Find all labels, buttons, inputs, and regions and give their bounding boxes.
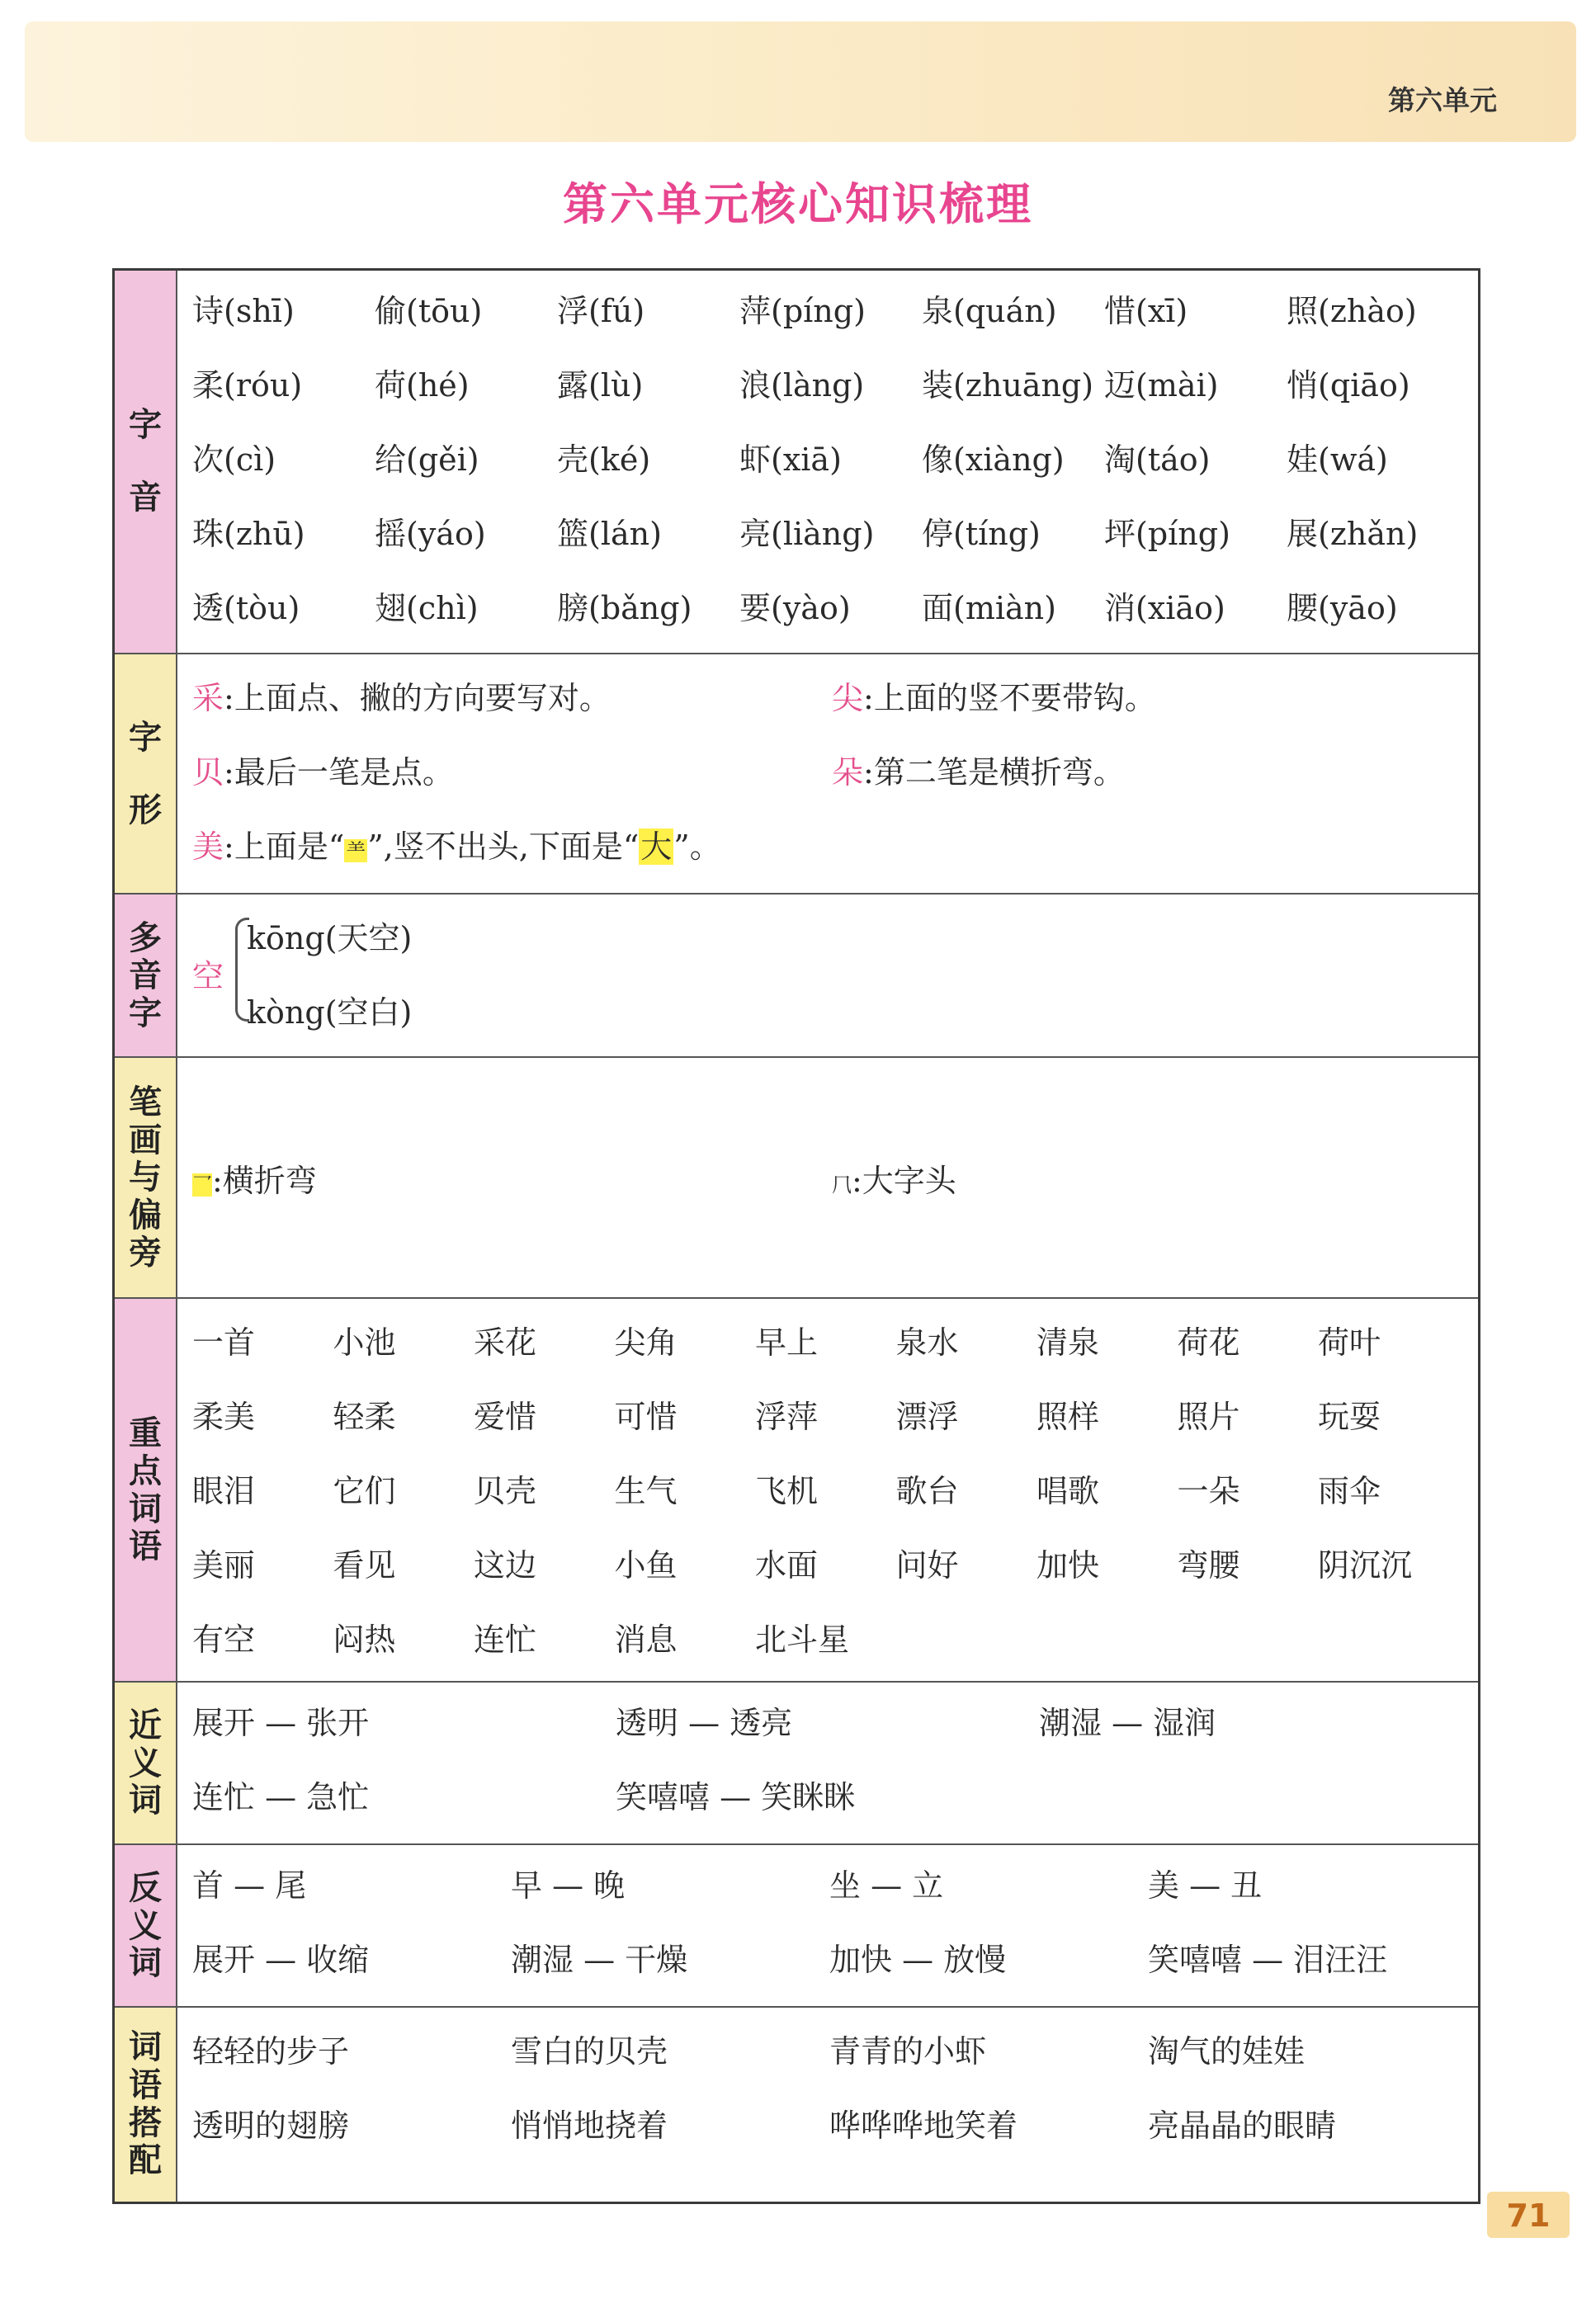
pronunciation-cell: 要(yào) (739, 590, 851, 626)
strokes-content (177, 1058, 1478, 1299)
label-char: 重 (129, 1414, 162, 1453)
label-char: 语 (129, 2065, 162, 2104)
section-shape (115, 653, 1478, 895)
label-char: 反 (129, 1869, 162, 1908)
section-label (115, 271, 177, 653)
section-label (115, 654, 177, 895)
collocation-cell: 雪白的贝壳 (511, 2033, 668, 2070)
shape-note: 贝:最后一笔是点。 (192, 754, 454, 791)
pronunciation-cell: 淘(táo) (1104, 441, 1211, 478)
word-cell: 美丽 (192, 1547, 256, 1584)
antonym-pair: 潮湿 — 干燥 (511, 1942, 688, 1978)
pronunciation-cell: 翅(chì) (375, 590, 479, 626)
pronunciation-cell: 壳(ké) (557, 441, 651, 478)
word-cell: 采花 (474, 1324, 537, 1361)
word-cell: 弯腰 (1177, 1547, 1240, 1584)
word-cell: 柔美 (192, 1399, 256, 1435)
pronunciation-cell: 荷(hé) (375, 367, 470, 404)
word-cell: 唱歌 (1036, 1473, 1100, 1509)
label-char: 与 (129, 1159, 162, 1197)
word-cell: 问好 (895, 1547, 959, 1584)
word-cell: 一首 (192, 1324, 256, 1361)
word-cell: 小池 (333, 1324, 396, 1361)
word-cell: 它们 (333, 1473, 396, 1509)
polyphone-content (177, 895, 1478, 1058)
word-cell: 有空 (192, 1621, 256, 1658)
antonym-pair: 美 — 丑 (1148, 1867, 1263, 1904)
pronunciation-cell: 悄(qiāo) (1287, 367, 1410, 404)
collocation-cell: 亮晶晶的眼睛 (1148, 2108, 1337, 2144)
word-cell: 荷花 (1177, 1324, 1240, 1361)
label-char: 音 (129, 956, 162, 995)
word-cell: 加快 (1036, 1547, 1100, 1584)
pronunciation-cell: 坪(píng) (1104, 516, 1230, 552)
pronunciation-cell: 泉(quán) (922, 293, 1057, 329)
section-label (115, 2008, 177, 2202)
label-char: 多 (129, 918, 162, 957)
synonym-pair: 潮湿 — 湿润 (1039, 1705, 1216, 1741)
antonyms-grid (177, 1845, 1478, 2008)
pronunciation-cell: 次(cì) (192, 441, 276, 478)
shape-notes (177, 654, 1478, 895)
header-band (25, 21, 1576, 142)
label-char: 词 (129, 1489, 162, 1528)
section-strokes (115, 1056, 1478, 1299)
word-cell: 北斗星 (755, 1621, 850, 1658)
stroke-item: 乛:横折弯 (192, 1163, 317, 1199)
antonym-pair: 首 — 尾 (192, 1867, 307, 1904)
shape-note: 尖:上面的竖不要带钩。 (832, 680, 1156, 716)
label-char: 字 (129, 994, 162, 1032)
pronunciation-cell: 浮(fú) (557, 293, 645, 329)
section-synonyms (115, 1681, 1478, 1845)
section-label (115, 1058, 177, 1299)
pronunciation-cell: 惜(xī) (1104, 293, 1188, 329)
synonym-pair: 连忙 — 急忙 (192, 1779, 370, 1815)
pronunciation-cell: 照(zhào) (1287, 293, 1417, 329)
pronunciation-cell: 萍(píng) (739, 293, 866, 329)
word-cell: 飞机 (755, 1473, 819, 1509)
pronunciation-cell: 迈(mài) (1104, 367, 1219, 404)
label-char: 字 (129, 718, 162, 757)
word-cell: 雨伞 (1318, 1473, 1381, 1509)
word-cell: 爱惜 (474, 1399, 537, 1435)
word-cell: 歌台 (895, 1473, 959, 1509)
label-char: 形 (129, 791, 162, 829)
collocations-grid (177, 2008, 1478, 2202)
section-collocations (115, 2006, 1478, 2202)
section-pronunciation (115, 271, 1478, 653)
pronunciation-grid (177, 271, 1478, 653)
word-cell: 可惜 (614, 1399, 678, 1435)
word-cell: 眼泪 (192, 1473, 256, 1509)
pronunciation-cell: 虾(xiā) (739, 441, 842, 478)
collocation-cell: 透明的翅膀 (192, 2108, 350, 2144)
section-antonyms (115, 1843, 1478, 2008)
label-char: 旁 (129, 1234, 162, 1272)
word-cell: 消息 (614, 1621, 678, 1658)
knowledge-table (112, 268, 1480, 2204)
antonym-pair: 早 — 晚 (511, 1867, 626, 1904)
label-char: 词 (129, 1944, 162, 1983)
collocation-cell: 青青的小虾 (829, 2033, 987, 2070)
word-cell: 清泉 (1036, 1324, 1100, 1361)
shape-note: 采:上面点、撇的方向要写对。 (192, 680, 611, 716)
word-cell: 闷热 (333, 1621, 396, 1658)
pronunciation-cell: 珠(zhū) (192, 516, 305, 552)
pronunciation-cell: 露(lù) (557, 367, 644, 404)
radical-item: 𠘨:大字头 (832, 1163, 956, 1199)
word-cell: 看见 (333, 1547, 396, 1584)
label-char: 义 (129, 1744, 162, 1782)
pronunciation-cell: 像(xiàng) (922, 441, 1065, 478)
word-cell: 尖角 (614, 1324, 678, 1361)
label-char: 字 (129, 405, 162, 444)
pronunciation-cell: 摇(yáo) (375, 516, 486, 552)
section-label (115, 1845, 177, 2008)
pronunciation-cell: 消(xiāo) (1104, 590, 1225, 626)
pronunciation-cell: 停(tíng) (922, 516, 1041, 552)
word-cell: 泉水 (895, 1324, 959, 1361)
polyphone-reading: kòng(空白) (247, 994, 413, 1031)
word-cell: 生气 (614, 1473, 678, 1509)
pronunciation-cell: 篮(lán) (557, 516, 662, 552)
polyphone-char: 空 (192, 958, 224, 994)
word-cell: 早上 (755, 1324, 819, 1361)
word-cell: 浮萍 (755, 1399, 819, 1435)
label-char: 偏 (129, 1196, 162, 1234)
collocation-cell: 哗哗哗地笑着 (829, 2108, 1018, 2144)
label-char: 音 (129, 478, 162, 517)
collocation-cell: 淘气的娃娃 (1148, 2033, 1306, 2070)
word-cell: 荷叶 (1318, 1324, 1381, 1361)
collocation-cell: 轻轻的步子 (192, 2033, 350, 2070)
word-cell: 照片 (1177, 1399, 1240, 1435)
page-number: 71 (1506, 2197, 1551, 2234)
pronunciation-cell: 浪(làng) (739, 367, 865, 404)
section-label (115, 1683, 177, 1845)
label-char: 画 (129, 1121, 162, 1159)
word-cell: 贝壳 (474, 1473, 537, 1509)
pronunciation-cell: 膀(bǎng) (557, 590, 692, 626)
word-cell: 一朵 (1177, 1473, 1240, 1509)
antonym-pair: 坐 — 立 (829, 1867, 944, 1904)
word-cell: 小鱼 (614, 1547, 678, 1584)
label-char: 语 (129, 1527, 162, 1566)
synonyms-grid (177, 1683, 1478, 1845)
word-cell: 阴沉沉 (1318, 1547, 1413, 1584)
synonym-pair: 笑嘻嘻 — 笑眯眯 (616, 1779, 856, 1815)
label-char: 配 (129, 2141, 162, 2180)
unit-label: 第六单元 (1388, 84, 1497, 116)
word-cell: 连忙 (474, 1621, 537, 1658)
section-label (115, 895, 177, 1058)
pronunciation-cell: 面(miàn) (922, 590, 1056, 626)
antonym-pair: 加快 — 放慢 (829, 1942, 1007, 1978)
antonym-pair: 展开 — 收缩 (192, 1942, 370, 1978)
synonym-pair: 展开 — 张开 (192, 1705, 370, 1741)
collocation-cell: 悄悄地挠着 (511, 2108, 668, 2144)
shape-note-mei: 美:上面是“⺷”,竖不出头,下面是“大”。 (192, 828, 721, 865)
label-char: 词 (129, 1782, 162, 1820)
shape-note: 朵:第二笔是横折弯。 (832, 754, 1125, 791)
pronunciation-cell: 透(tòu) (192, 590, 300, 626)
page-title: 第六单元核心知识梳理 (563, 178, 1033, 230)
pronunciation-cell: 亮(liàng) (739, 516, 875, 552)
label-char: 笔 (129, 1083, 162, 1122)
word-cell: 漂浮 (895, 1399, 959, 1435)
antonym-pair: 笑嘻嘻 — 泪汪汪 (1148, 1942, 1388, 1978)
pronunciation-cell: 诗(shī) (192, 293, 295, 329)
section-polyphone (115, 893, 1478, 1058)
pronunciation-cell: 给(gěi) (375, 441, 479, 478)
pronunciation-cell: 展(zhǎn) (1287, 516, 1419, 552)
synonym-pair: 透明 — 透亮 (616, 1705, 793, 1741)
section-key-words (115, 1297, 1478, 1683)
pronunciation-cell: 装(zhuāng) (922, 367, 1094, 404)
word-cell: 照样 (1036, 1399, 1100, 1435)
pronunciation-cell: 柔(róu) (192, 367, 303, 404)
pronunciation-cell: 娃(wá) (1287, 441, 1388, 478)
section-label (115, 1299, 177, 1683)
word-cell: 这边 (474, 1547, 537, 1584)
label-char: 词 (129, 2028, 162, 2067)
word-cell: 玩耍 (1318, 1399, 1381, 1435)
word-cell: 轻柔 (333, 1399, 396, 1435)
label-char: 搭 (129, 2103, 162, 2142)
label-char: 点 (129, 1452, 162, 1490)
word-cell: 水面 (755, 1547, 819, 1584)
pronunciation-cell: 偷(tōu) (375, 293, 483, 329)
pronunciation-cell: 腰(yāo) (1287, 590, 1398, 626)
label-char: 义 (129, 1906, 162, 1945)
key-words-grid (177, 1299, 1478, 1683)
label-char: 近 (129, 1706, 162, 1745)
polyphone-reading: kōng(天空) (247, 920, 413, 956)
